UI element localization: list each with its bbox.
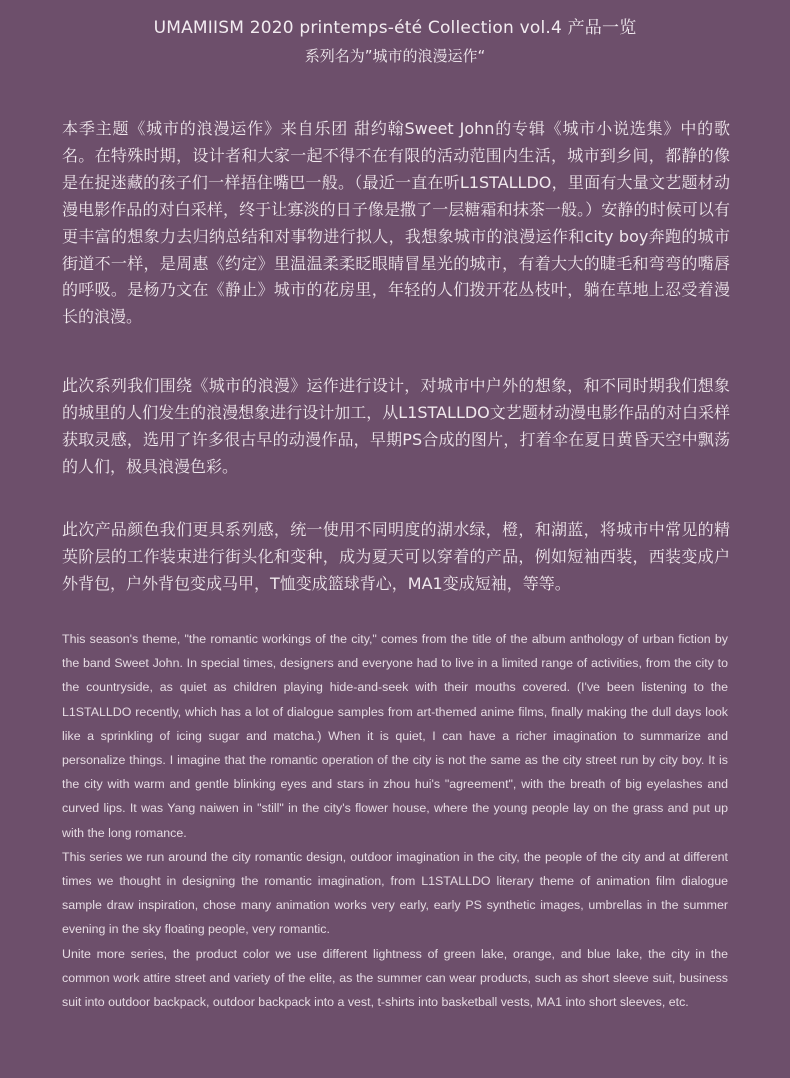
series-subtitle: 系列名为”城市的浪漫运作“ xyxy=(304,47,486,65)
english-paragraph-theme: This season's theme, "the romantic workings of the city," comes from the title of the album anthology of urban fiction by the band Sweet John. In special times, designers and everyone had to live in a limited range of activities, from the city to the countryside, as quiet as children playing hide-and-seek with their mouths covered. (I've been listening to the L1STALLDO recently, which has a lot of dialogue samples from art-themed anime films, finally making the dull days look like a sprinkling of icing sugar and matcha.) When it is quiet, I can have a richer imagination to summarize and personalize things. I imagine that the romantic operation of the city is not the same as the city street run by city boy. It is the city with warm and gentle blinking eyes and stars in zhou hui's "agreement", with the breath of big eyelashes and curved lips. It was Yang naiwen in "still" in the city's flower house, where the young people lay on the grass and put up with the long romance. xyxy=(62,632,728,840)
chinese-paragraph-colors: 此次产品颜色我们更具系列感，统一使用不同明度的湖水绿，橙，和湖蓝，将城市中常见的精英阶层的工作装束进行街头化和变种，成为夏天可以穿着的产品，例如短袖西装，西装变成户外背包，户外背包变成马甲，T恤变成篮球背心，MA1变成短袖，等等。 xyxy=(62,520,730,593)
chinese-paragraph-theme: 本季主题《城市的浪漫运作》来自乐团 甜约翰Sweet John的专辑《城市小说选集》中的歌名。在特殊时期，设计者和大家一起不得不在有限的活动范围内生活，城市到乡间，都静的像是在捉迷藏的孩子们一样捂住嘴巴一般。（最近一直在听L1STALLDO，里面有大量文艺题材动漫电影作品的对白采样，终于让寡淡的日子像是撒了一层糖霜和抹茶一般。）安静的时候可以有更丰富的想象力去归纳总结和对事物进行拟人，我想象城市的浪漫运作和city boy奔跑的城市街道不一样，是周惠《约定》里温温柔柔眨眼睛冒星光的城市，有着大大的睫毛和弯弯的嘴唇的呼吸。是杨乃文在《静止》城市的花房里，年轻的人们拨开花丛枝叶，躺在草地上忍受着漫长的浪漫。 xyxy=(62,119,730,327)
page-header xyxy=(0,0,790,68)
english-paragraph-design: This series we run around the city romantic design, outdoor imagination in the city, the people of the city and at different times we thought in designing the romantic imagination, from L1STALLDO literary theme of animation film dialogue sample draw inspiration, chose many animation works very early, early PS synthetic images, umbrellas in the summer evening in the sky floating people, very romantic. xyxy=(62,849,728,937)
chinese-paragraph-design: 此次系列我们围绕《城市的浪漫》运作进行设计，对城市中户外的想象，和不同时期我们想象的城里的人们发生的浪漫想象进行设计加工，从L1STALLDO文艺题材动漫电影作品的对白采样获取灵感，选用了许多很古早的动漫作品，早期PS合成的图片，打着伞在夏日黄昏天空中飘荡的人们，极具浪漫色彩。 xyxy=(62,376,730,476)
page-title: UMAMIISM 2020 printemps-été Collection vol.4 产品一览 xyxy=(153,18,637,38)
english-translation xyxy=(62,627,728,1014)
english-paragraph-colors: Unite more series, the product color we use different lightness of green lake, orange, and blue lake, the city in the common work attire street and variety of the elite, as the summer can wear products, such as short sleeve suit, business suit into outdoor backpack, outdoor backpack into a vest, t-shirts into basketball vests, MA1 into short sleeves, etc. xyxy=(62,946,728,1010)
